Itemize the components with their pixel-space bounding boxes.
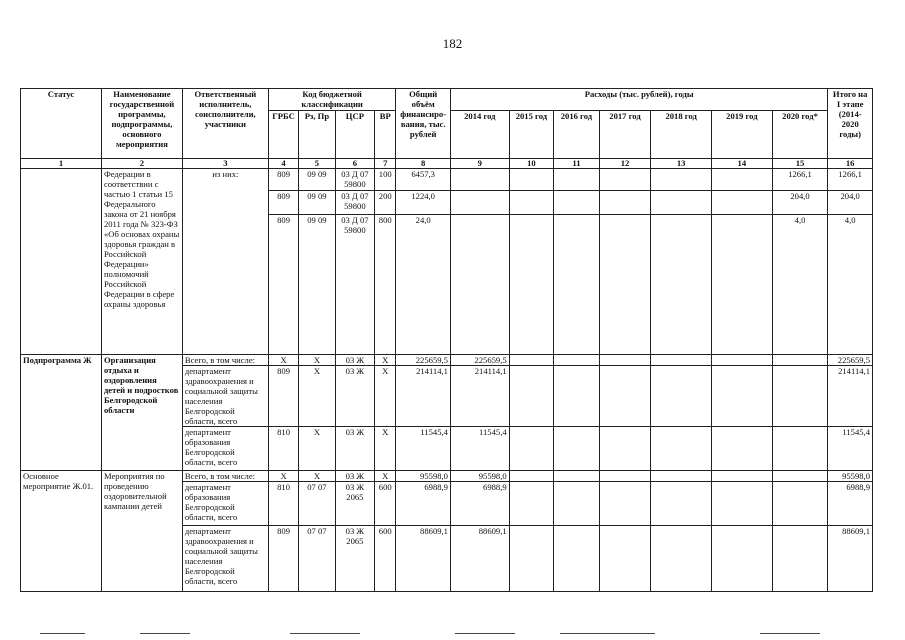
responsible-cell: Всего, в том числе: [182,355,268,366]
name-cell: Организация отдыха и оздоровления детей и подростков Белгородской области [101,355,182,471]
bottom-line [455,633,515,634]
y2020-cell: 1266,1 [772,169,828,191]
itogo-cell: 11545,4 [828,427,873,471]
total-cell: 95598,0 [396,471,451,482]
header-vr: ВР [375,111,396,159]
header-2014: 2014 год [450,111,509,159]
rzpr-cell: 07 07 [299,482,335,526]
y2020-cell: 4,0 [772,215,828,355]
rzpr-cell: 07 07 [299,526,335,592]
itogo-cell: 225659,5 [828,355,873,366]
total-cell: 6457,3 [396,169,451,191]
header-grbs: ГРБС [268,111,298,159]
grbs-cell: 809 [268,191,298,215]
col-number: 14 [712,159,773,169]
itogo-cell: 214114,1 [828,366,873,427]
itogo-cell: 88609,1 [828,526,873,592]
bottom-line [140,633,190,634]
vr-cell: Х [375,427,396,471]
col-number: 3 [182,159,268,169]
y2020-cell: 204,0 [772,191,828,215]
y2014-cell: 214114,1 [450,366,509,427]
grbs-cell: 809 [268,169,298,191]
col-number: 4 [268,159,298,169]
header-itogo: Итого на I этапе (2014-2020 годы) [828,89,873,159]
csr-cell: 03 Ж [335,471,374,482]
grbs-cell: 809 [268,526,298,592]
col-number: 13 [651,159,712,169]
vr-cell: 600 [375,482,396,526]
header-2020: 2020 год* [772,111,828,159]
grbs-cell: 809 [268,215,298,355]
name-cell: Мероприятия по проведению оздоровительной кампании детей [101,471,182,592]
vr-cell: 100 [375,169,396,191]
col-number: 5 [299,159,335,169]
status-cell: Основное мероприятие Ж.01. [21,471,102,592]
responsible-cell: Всего, в том числе: [182,471,268,482]
responsible-cell: департамент здравоохранения и социальной защиты населения Белгородской области, всего [182,526,268,592]
grbs-cell: Х [268,355,298,366]
table-row [21,471,873,482]
total-cell: 88609,1 [396,526,451,592]
name-cell: Федерации в соответствии с частью 1 статьи 15 Федерального закона от 21 ноября 2011 года № 323-ФЗ «Об основах охраны здоровья граждан в Российской Федерации» полномочий Российской Федерации в сфере охраны здоровья [101,169,182,355]
vr-cell: 800 [375,215,396,355]
total-cell: 6988,9 [396,482,451,526]
itogo-cell: 6988,9 [828,482,873,526]
vr-cell: Х [375,366,396,427]
csr-cell: 03 Д 07 59800 [335,215,374,355]
vr-cell: Х [375,355,396,366]
y2014-cell: 88609,1 [450,526,509,592]
bottom-line [290,633,360,634]
csr-cell: 03 Ж 2065 [335,526,374,592]
itogo-cell: 1266,1 [828,169,873,191]
csr-cell: 03 Ж [335,355,374,366]
grbs-cell: 810 [268,427,298,471]
header-2015: 2015 год [509,111,554,159]
responsible-cell: департамент образования Белгородской области, всего [182,427,268,471]
csr-cell: 03 Ж [335,427,374,471]
grbs-cell: 809 [268,366,298,427]
y2014-cell: 6988,9 [450,482,509,526]
y2014-cell: 225659,5 [450,355,509,366]
table-row [21,169,873,191]
col-number: 7 [375,159,396,169]
grbs-cell: 810 [268,482,298,526]
vr-cell: Х [375,471,396,482]
rzpr-cell: 09 09 [299,169,335,191]
budget-table [20,88,873,592]
header-rzpr: Рз, Пр [299,111,335,159]
csr-cell: 03 Д 07 59800 [335,191,374,215]
col-number: 8 [396,159,451,169]
header-name: Наименование государственной программы, подпрограммы, основного мероприятия [101,89,182,159]
total-cell: 214114,1 [396,366,451,427]
rzpr-cell: Х [299,355,335,366]
rzpr-cell: Х [299,471,335,482]
y2014-cell: 95598,0 [450,471,509,482]
bottom-line [40,633,85,634]
status-cell: Подпрограмма Ж [21,355,102,471]
col-number: 16 [828,159,873,169]
csr-cell: 03 Ж [335,366,374,427]
col-number: 1 [21,159,102,169]
bottom-line [560,633,655,634]
header-2019: 2019 год [712,111,773,159]
table-row [21,355,873,366]
total-cell: 225659,5 [396,355,451,366]
col-number: 12 [599,159,651,169]
rzpr-cell: Х [299,366,335,427]
bottom-line [760,633,820,634]
header-2016: 2016 год [554,111,600,159]
total-cell: 11545,4 [396,427,451,471]
col-number: 2 [101,159,182,169]
rzpr-cell: 09 09 [299,215,335,355]
y2014-cell: 11545,4 [450,427,509,471]
itogo-cell: 4,0 [828,215,873,355]
col-number: 6 [335,159,374,169]
total-cell: 1224,0 [396,191,451,215]
col-number: 15 [772,159,828,169]
vr-cell: 200 [375,191,396,215]
header-responsible: Ответственный исполнитель, соисполнители, участники [182,89,268,159]
grbs-cell: Х [268,471,298,482]
header-csr: ЦСР [335,111,374,159]
itogo-cell: 95598,0 [828,471,873,482]
total-cell: 24,0 [396,215,451,355]
col-number: 10 [509,159,554,169]
status-cell [21,169,102,355]
csr-cell: 03 Ж 2065 [335,482,374,526]
vr-cell: 600 [375,526,396,592]
responsible-cell: из них: [182,169,268,355]
header-2018: 2018 год [651,111,712,159]
csr-cell: 03 Д 07 59800 [335,169,374,191]
rzpr-cell: Х [299,427,335,471]
page-number: 182 [442,36,463,51]
rzpr-cell: 09 09 [299,191,335,215]
header-2017: 2017 год [599,111,651,159]
header-status: Статус [21,89,102,159]
header-expenses: Расходы (тыс. рублей), годы [450,89,827,111]
responsible-cell: департамент образования Белгородской области, всего [182,482,268,526]
header-budget-code: Код бюджетной классификации [268,89,395,111]
responsible-cell: департамент здравоохранения и социальной защиты населения Белгородской области, всего [182,366,268,427]
itogo-cell: 204,0 [828,191,873,215]
column-numbers-row [21,159,873,169]
header-total: Общий объём финансиро-вания, тыс. рублей [396,89,451,159]
col-number: 11 [554,159,600,169]
col-number: 9 [450,159,509,169]
